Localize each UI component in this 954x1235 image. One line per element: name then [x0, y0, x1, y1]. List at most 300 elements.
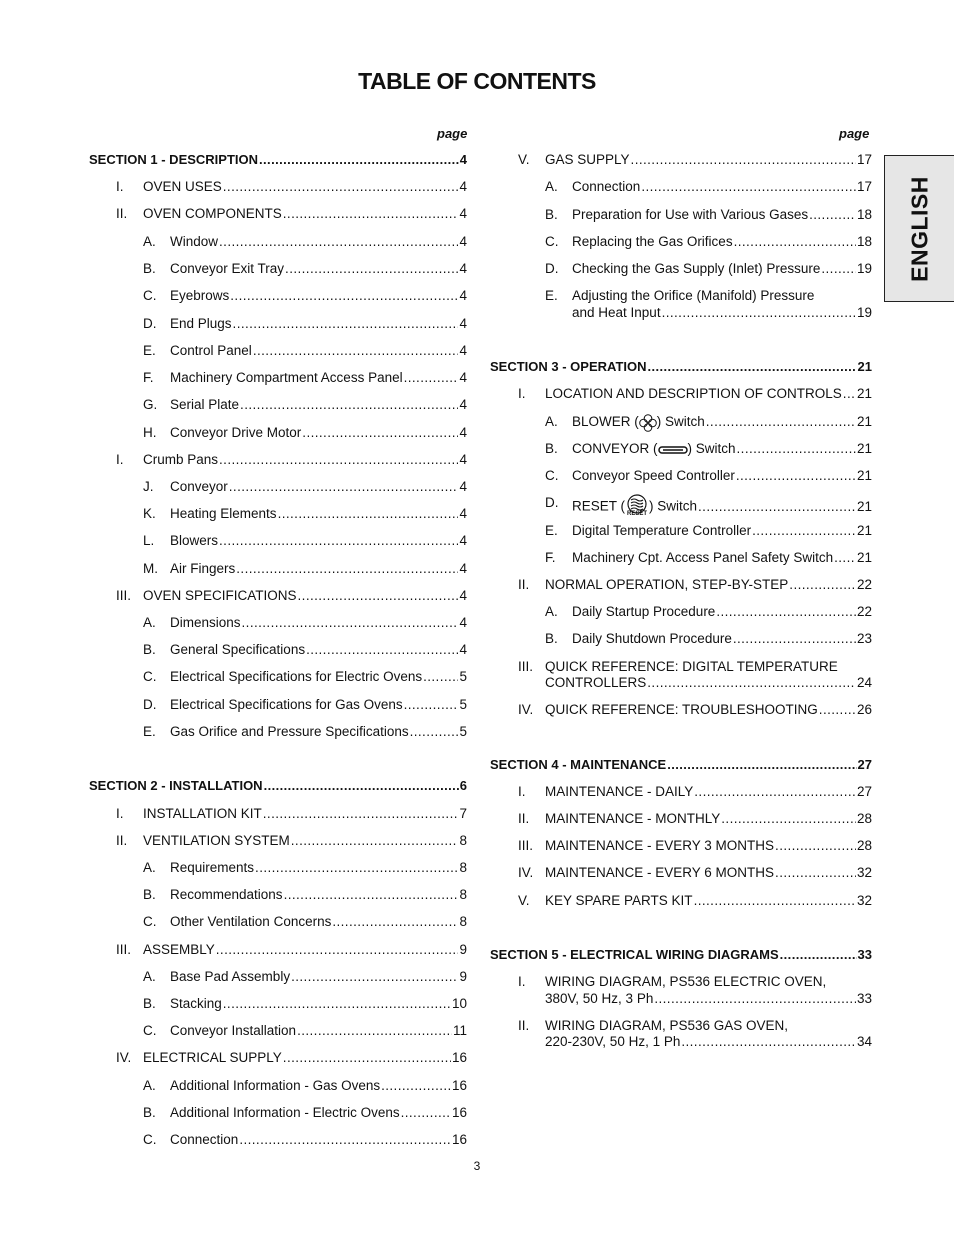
dot-leader — [423, 668, 458, 685]
toc-entry[interactable] — [170, 505, 467, 522]
page-number-ref: 4 — [459, 397, 467, 412]
toc-entry[interactable] — [170, 532, 467, 549]
entry-marker: B. — [143, 887, 156, 902]
dot-leader — [789, 576, 856, 593]
toc-entry[interactable] — [545, 674, 872, 691]
entry-title: OVEN USES — [143, 179, 222, 194]
entry-title-line1: WIRING DIAGRAM, PS536 GAS OVEN, — [545, 1018, 789, 1033]
page-number-ref: 19 — [856, 305, 872, 320]
toc-entry[interactable] — [170, 1131, 467, 1148]
entry-title-part: CONVEYOR ( — [572, 441, 658, 456]
entry-title: Replacing the Gas Orifices — [572, 234, 733, 249]
entry-marker: II. — [518, 1018, 530, 1033]
dot-leader — [662, 304, 856, 321]
dot-leader — [259, 151, 459, 168]
entry-marker: IV. — [116, 1050, 132, 1065]
entry-title-line1: Adjusting the Orifice (Manifold) Pressure — [572, 288, 815, 303]
toc-entry[interactable] — [143, 587, 467, 604]
dot-leader — [843, 385, 856, 402]
toc-entry[interactable] — [170, 859, 467, 876]
entry-title: Machinery Cpt. Access Panel Safety Switch — [572, 550, 834, 565]
toc-entry[interactable] — [545, 385, 872, 402]
entry-marker: H. — [143, 425, 157, 440]
entry-title: Base Pad Assembly — [170, 969, 291, 984]
toc-entry[interactable] — [545, 701, 872, 718]
toc-entry[interactable] — [170, 995, 467, 1012]
toc-entry[interactable] — [170, 396, 467, 413]
toc-entry[interactable] — [572, 440, 872, 457]
entry-marker: A. — [143, 234, 156, 249]
entry-marker: II. — [116, 833, 128, 848]
dot-leader — [834, 549, 856, 566]
entry-title: Gas Orifice and Pressure Specifications — [170, 724, 409, 739]
entry-title: and Heat Input — [572, 305, 661, 320]
toc-entry[interactable] — [545, 864, 872, 881]
page-number-ref: 4 — [459, 316, 467, 331]
entry-marker: III. — [518, 838, 534, 853]
entry-title: QUICK REFERENCE: TROUBLESHOOTING — [545, 702, 818, 717]
entry-title: INSTALLATION KIT — [143, 806, 262, 821]
dot-leader — [631, 151, 856, 168]
page-number-ref: 21 — [856, 550, 872, 565]
entry-marker: L. — [143, 533, 155, 548]
page-number-ref: 24 — [856, 675, 872, 690]
toc-entry[interactable] — [143, 1049, 467, 1066]
entry-marker: C. — [143, 669, 157, 684]
toc-entry[interactable] — [545, 990, 872, 1007]
toc-entry[interactable] — [170, 369, 467, 386]
entry-marker: C. — [143, 288, 157, 303]
page-number-ref: 21 — [856, 523, 872, 538]
entry-title: Conveyor Speed Controller — [572, 468, 735, 483]
dot-leader — [255, 859, 458, 876]
language-tab-label: ENGLISH — [906, 175, 932, 282]
entry-marker: II. — [518, 811, 530, 826]
page-number-ref: 16 — [451, 1078, 467, 1093]
page-number-ref: 4 — [459, 179, 467, 194]
entry-title: VENTILATION SYSTEM — [143, 833, 290, 848]
page-number-ref: 6 — [459, 778, 467, 793]
dot-leader — [240, 396, 458, 413]
entry-title-part: ) Switch — [687, 441, 736, 456]
dot-leader — [219, 451, 458, 468]
toc-entry[interactable] — [170, 723, 467, 740]
dot-leader — [809, 206, 856, 223]
page-number-ref: 27 — [857, 757, 872, 772]
entry-marker: F. — [143, 370, 154, 385]
entry-marker: I. — [116, 452, 124, 467]
entry-title: GAS SUPPLY — [545, 152, 630, 167]
section-heading[interactable] — [490, 756, 872, 773]
toc-entry[interactable] — [572, 549, 872, 566]
page-number-ref: 34 — [856, 1034, 872, 1049]
dot-leader — [264, 777, 459, 794]
entry-marker: A. — [545, 604, 558, 619]
toc-entry[interactable] — [572, 304, 872, 321]
section-title: SECTION 1 - DESCRIPTION — [89, 152, 259, 167]
section-title: SECTION 2 - INSTALLATION — [89, 778, 263, 793]
page-number-ref: 9 — [459, 942, 467, 957]
page-number-ref: 4 — [459, 206, 467, 221]
toc-entry[interactable] — [545, 837, 872, 854]
toc-entry[interactable] — [170, 641, 467, 658]
page-number-ref: 16 — [451, 1132, 467, 1147]
page-number-ref: 32 — [856, 893, 872, 908]
toc-entry[interactable] — [572, 178, 872, 195]
page-number-ref: 4 — [459, 425, 467, 440]
entry-marker: I. — [518, 386, 526, 401]
entry-marker: B. — [545, 441, 558, 456]
dot-leader — [721, 810, 856, 827]
dot-leader — [667, 756, 856, 773]
section-title: SECTION 5 - ELECTRICAL WIRING DIAGRAMS — [490, 947, 779, 962]
entry-marker: III. — [116, 588, 132, 603]
entry-marker: E. — [143, 724, 156, 739]
entry-title-line1: QUICK REFERENCE: DIGITAL TEMPERATURE — [545, 659, 838, 674]
page-number-ref: 4 — [459, 479, 467, 494]
entry-title: NORMAL OPERATION, STEP-BY-STEP — [545, 577, 789, 592]
section-heading[interactable] — [89, 777, 467, 794]
toc-entry[interactable] — [572, 260, 872, 277]
entry-title: Control Panel — [170, 343, 252, 358]
dot-leader — [239, 1131, 451, 1148]
entry-marker: A. — [143, 1078, 156, 1093]
entry-title: General Specifications — [170, 642, 306, 657]
page-number-ref: 21 — [857, 359, 872, 374]
page-number-ref: 18 — [856, 207, 872, 222]
entry-marker: III. — [518, 659, 534, 674]
toc-entry[interactable] — [170, 886, 467, 903]
entry-marker: V. — [518, 893, 530, 908]
entry-marker: C. — [545, 234, 559, 249]
page-number-ref: 23 — [856, 631, 872, 646]
entry-title: Dimensions — [170, 615, 241, 630]
toc-entry[interactable] — [545, 1033, 872, 1050]
entry-marker: I. — [116, 179, 124, 194]
dot-leader — [410, 723, 459, 740]
page-number-ref: 18 — [856, 234, 872, 249]
entry-marker: A. — [545, 179, 558, 194]
toc-entry[interactable] — [170, 287, 467, 304]
toc-entry[interactable] — [170, 233, 467, 250]
toc-entry[interactable] — [170, 913, 467, 930]
dot-leader — [229, 478, 459, 495]
entry-marker: C. — [545, 468, 559, 483]
toc-entry[interactable] — [170, 1022, 467, 1039]
page-number-ref: 4 — [459, 561, 467, 576]
entry-title: LOCATION AND DESCRIPTION OF CONTROLS — [545, 386, 842, 401]
dot-leader — [404, 369, 459, 386]
entry-marker: II. — [518, 577, 530, 592]
section-heading[interactable] — [490, 946, 872, 963]
entry-title: Daily Shutdown Procedure — [572, 631, 732, 646]
toc-entry[interactable] — [170, 342, 467, 359]
page-number-ref: 4 — [459, 234, 467, 249]
toc-entry[interactable] — [170, 315, 467, 332]
page-number: 3 — [473, 1159, 481, 1173]
entry-title: Additional Information - Electric Ovens — [170, 1105, 400, 1120]
dot-leader — [641, 178, 856, 195]
entry-title: Additional Information - Gas Ovens — [170, 1078, 381, 1093]
entry-title: ELECTRICAL SUPPLY — [143, 1050, 282, 1065]
page-number-ref: 32 — [856, 865, 872, 880]
dot-leader — [698, 498, 856, 515]
entry-marker: B. — [143, 642, 156, 657]
dot-leader — [706, 413, 856, 430]
toc-entry[interactable] — [170, 424, 467, 441]
page-number-ref: 21 — [856, 441, 872, 456]
entry-title-part: RESET ( — [572, 498, 626, 514]
toc-entry[interactable] — [170, 614, 467, 631]
page-number-ref: 8 — [459, 914, 467, 929]
toc-entry[interactable] — [143, 205, 467, 222]
dot-leader — [285, 260, 458, 277]
toc-entry[interactable] — [572, 467, 872, 484]
page-number-ref: 7 — [459, 806, 467, 821]
page-number-ref: 4 — [459, 452, 467, 467]
entry-title-part: ) Switch — [656, 414, 705, 429]
dot-leader — [647, 674, 856, 691]
section-heading[interactable] — [89, 151, 467, 168]
toc-entry[interactable] — [572, 233, 872, 250]
toc-entry[interactable] — [572, 494, 872, 517]
entry-marker: I. — [116, 806, 124, 821]
entry-title: Conveyor Drive Motor — [170, 425, 302, 440]
toc-entry[interactable] — [572, 630, 872, 647]
entry-marker: D. — [143, 697, 157, 712]
entry-title: Connection — [572, 179, 641, 194]
dot-leader — [223, 995, 451, 1012]
entry-title: MAINTENANCE - DAILY — [545, 784, 694, 799]
toc-entry[interactable] — [545, 810, 872, 827]
entry-title-line1: WIRING DIAGRAM, PS536 ELECTRIC OVEN, — [545, 974, 827, 989]
dot-leader — [291, 968, 458, 985]
entry-marker: A. — [143, 969, 156, 984]
dot-leader — [278, 505, 459, 522]
entry-title: Eyebrows — [170, 288, 230, 303]
page-number-ref: 16 — [451, 1105, 467, 1120]
dot-leader — [233, 315, 459, 332]
dot-leader — [242, 614, 459, 631]
entry-marker: A. — [545, 414, 558, 429]
entry-title: Preparation for Use with Various Gases — [572, 207, 809, 222]
toc-entry[interactable] — [545, 783, 872, 800]
page-number-ref: 4 — [459, 261, 467, 276]
dot-leader — [302, 424, 458, 441]
dot-leader — [733, 630, 856, 647]
page-number-ref: 10 — [451, 996, 467, 1011]
toc-entry[interactable] — [572, 603, 872, 620]
toc-entry[interactable] — [170, 696, 467, 713]
entry-marker: B. — [143, 261, 156, 276]
page-title: TABLE OF CONTENTS — [358, 68, 596, 94]
entry-title: MAINTENANCE - EVERY 6 MONTHS — [545, 865, 775, 880]
dot-leader — [219, 532, 458, 549]
toc-entry[interactable] — [170, 1077, 467, 1094]
page-number-ref: 11 — [452, 1023, 467, 1038]
toc-entry[interactable] — [170, 968, 467, 985]
dot-leader — [291, 832, 459, 849]
toc-entry[interactable] — [545, 151, 872, 168]
dot-leader — [734, 233, 856, 250]
entry-marker: K. — [143, 506, 156, 521]
dot-leader — [752, 522, 856, 539]
toc-entry[interactable] — [143, 451, 467, 468]
entry-title — [572, 413, 705, 432]
page-number-ref: 8 — [459, 860, 467, 875]
entry-title: OVEN COMPONENTS — [143, 206, 282, 221]
entry-title: MAINTENANCE - EVERY 3 MONTHS — [545, 838, 775, 853]
page-number-ref: 9 — [459, 969, 467, 984]
page-number-ref: 33 — [856, 991, 872, 1006]
dot-leader — [297, 1022, 452, 1039]
page-number-ref: 8 — [459, 887, 467, 902]
dot-leader — [654, 990, 856, 1007]
dot-leader — [648, 358, 857, 375]
toc-entry[interactable] — [170, 1104, 467, 1121]
page-number-ref: 4 — [459, 615, 467, 630]
entry-title: Window — [170, 234, 219, 249]
entry-marker: D. — [143, 316, 157, 331]
page-number-ref: 33 — [857, 947, 872, 962]
toc-entry[interactable] — [170, 478, 467, 495]
page-number-ref: 5 — [459, 697, 467, 712]
entry-title — [572, 494, 697, 520]
dot-leader — [230, 287, 458, 304]
dot-leader — [775, 864, 856, 881]
page-number-ref: 28 — [856, 811, 872, 826]
blower-icon — [639, 413, 657, 431]
toc-entry[interactable] — [143, 178, 467, 195]
entry-title: Crumb Pans — [143, 452, 219, 467]
entry-title — [572, 440, 736, 458]
entry-marker: G. — [143, 397, 158, 412]
entry-title: Daily Startup Procedure — [572, 604, 716, 619]
entry-marker: IV. — [518, 865, 534, 880]
entry-marker: M. — [143, 561, 158, 576]
section-title: SECTION 4 - MAINTENANCE — [490, 757, 667, 772]
entry-marker: C. — [143, 914, 157, 929]
page-number-ref: 22 — [856, 604, 872, 619]
section-heading[interactable] — [490, 358, 872, 375]
toc-entry[interactable] — [170, 668, 467, 685]
page-column-header-left: page — [437, 126, 468, 141]
reset-icon-label: RESET — [627, 511, 648, 517]
dot-leader — [736, 467, 856, 484]
dot-leader — [780, 946, 857, 963]
entry-title-part: BLOWER ( — [572, 414, 639, 429]
entry-marker: E. — [545, 523, 558, 538]
entry-title: KEY SPARE PARTS KIT — [545, 893, 693, 908]
toc-entry[interactable] — [572, 413, 872, 430]
entry-title-part: ) Switch — [649, 498, 698, 514]
dot-leader — [401, 1104, 451, 1121]
dot-leader — [236, 560, 458, 577]
page-number-ref: 17 — [856, 179, 872, 194]
section-title: SECTION 3 - OPERATION — [490, 359, 647, 374]
page-number-ref: 22 — [856, 577, 872, 592]
entry-title: Digital Temperature Controller — [572, 523, 752, 538]
page-number-ref: 4 — [459, 288, 467, 303]
page-number-ref: 4 — [459, 506, 467, 521]
dot-leader — [332, 913, 458, 930]
page-number-ref: 17 — [856, 152, 872, 167]
entry-title: Stacking — [170, 996, 222, 1011]
page-column-header-right: page — [839, 126, 870, 141]
entry-title: 380V, 50 Hz, 3 Ph — [545, 991, 654, 1006]
entry-marker: I. — [518, 974, 526, 989]
page-number-ref: 16 — [451, 1050, 467, 1065]
entry-marker: A. — [143, 860, 156, 875]
dot-leader — [284, 886, 459, 903]
entry-title: Electrical Specifications for Gas Ovens — [170, 697, 403, 712]
page-number-ref: 8 — [459, 833, 467, 848]
toc-entry[interactable] — [143, 941, 467, 958]
entry-marker: J. — [143, 479, 154, 494]
dot-leader — [681, 1033, 856, 1050]
entry-title: OVEN SPECIFICATIONS — [143, 588, 297, 603]
reset-icon — [625, 494, 649, 520]
toc-entry[interactable] — [170, 560, 467, 577]
page-number-ref: 27 — [856, 784, 872, 799]
entry-title: Conveyor Exit Tray — [170, 261, 285, 276]
entry-title: End Plugs — [170, 316, 232, 331]
dot-leader — [716, 603, 856, 620]
entry-title: 220-230V, 50 Hz, 1 Ph — [545, 1034, 681, 1049]
entry-marker: V. — [518, 152, 530, 167]
page-number-ref: 21 — [856, 386, 872, 401]
page-number-ref: 28 — [856, 838, 872, 853]
entry-marker: E. — [545, 288, 558, 303]
page-number-ref: 4 — [459, 152, 467, 167]
entry-marker: B. — [143, 996, 156, 1011]
entry-title: Electrical Specifications for Electric Ovens — [170, 669, 423, 684]
entry-marker: B. — [143, 1105, 156, 1120]
entry-title: Air Fingers — [170, 561, 236, 576]
toc-entry[interactable] — [572, 206, 872, 223]
language-tab — [884, 155, 954, 302]
dot-leader — [306, 641, 458, 658]
dot-leader — [694, 783, 856, 800]
entry-marker: C. — [143, 1023, 157, 1038]
entry-title: Heating Elements — [170, 506, 277, 521]
entry-title: Recommendations — [170, 887, 283, 902]
entry-title: CONTROLLERS — [545, 675, 647, 690]
page-number-ref: 5 — [459, 724, 467, 739]
entry-title: ASSEMBLY — [143, 942, 215, 957]
conveyor-icon — [658, 441, 688, 458]
page-number-ref: 5 — [459, 669, 467, 684]
page-number-ref: 4 — [459, 642, 467, 657]
page-number-ref: 21 — [856, 414, 872, 429]
toc-entry[interactable] — [545, 892, 872, 909]
entry-marker: D. — [545, 261, 559, 276]
entry-title: Machinery Compartment Access Panel — [170, 370, 403, 385]
entry-marker: F. — [545, 550, 556, 565]
toc-entry[interactable] — [545, 576, 872, 593]
toc-entry[interactable] — [572, 522, 872, 539]
toc-entry[interactable] — [143, 832, 467, 849]
dot-leader — [298, 587, 459, 604]
page-number-ref: 4 — [459, 370, 467, 385]
page-number-ref: 26 — [856, 702, 872, 717]
toc-entry[interactable] — [143, 805, 467, 822]
page-number-ref: 21 — [856, 468, 872, 483]
toc-entry[interactable] — [170, 260, 467, 277]
entry-marker: II. — [116, 206, 128, 221]
dot-leader — [694, 892, 856, 909]
entry-title: Conveyor — [170, 479, 228, 494]
